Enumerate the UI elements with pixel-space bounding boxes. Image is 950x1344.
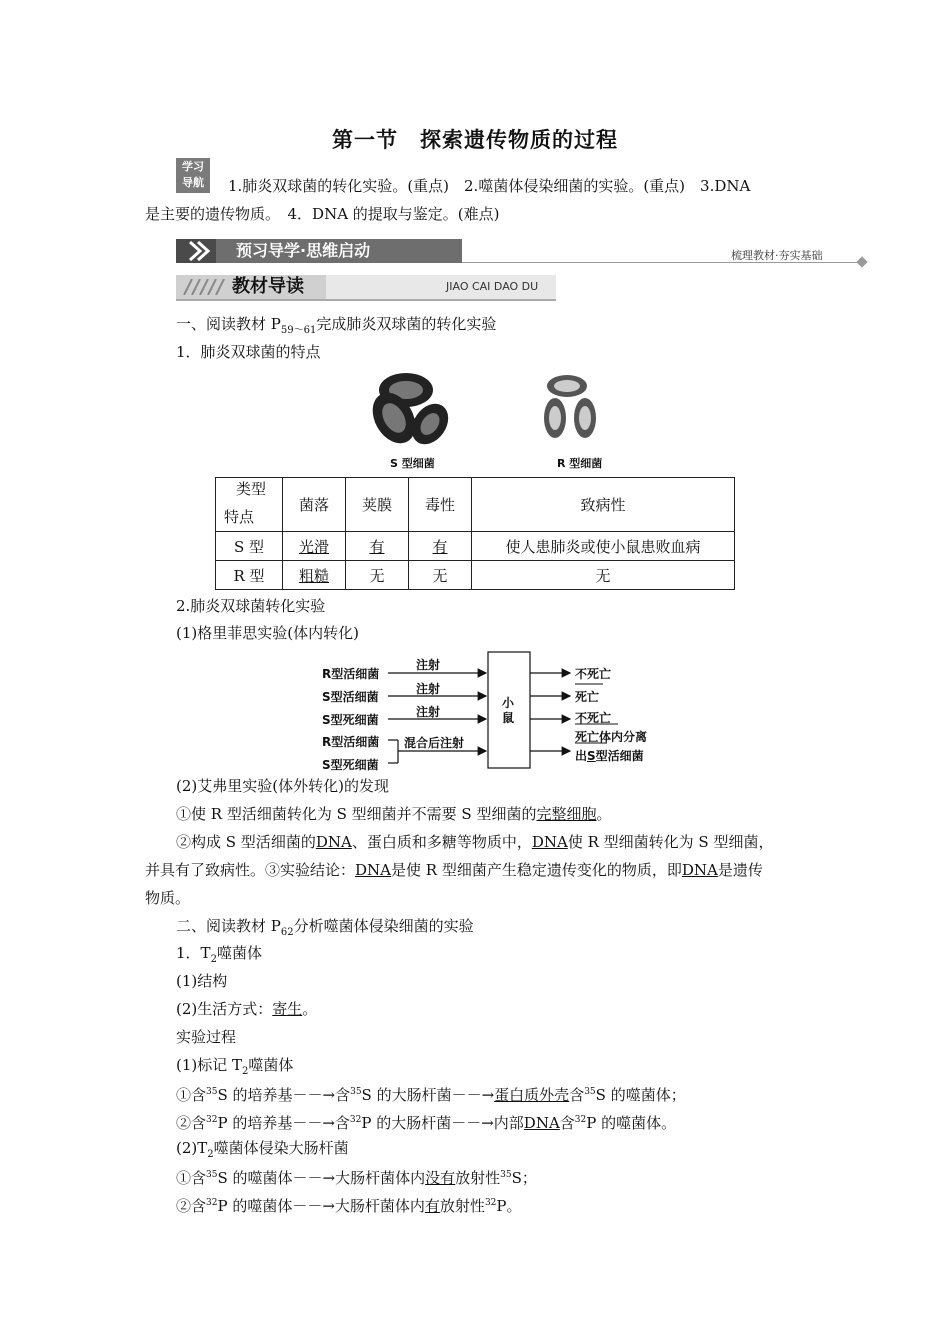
- table-header-diag: [216, 478, 283, 532]
- part3-process: 实验过程: [176, 1028, 237, 1046]
- guide-badge-line1: 学习: [182, 160, 204, 173]
- table-header-cell: 菌落: [283, 478, 346, 532]
- table-row: [216, 532, 735, 561]
- banner-subtitle: 梳理教材·夯实基础: [731, 249, 823, 262]
- diagram-input-2: S型活细菌: [322, 690, 379, 704]
- result-5: 出S型活细菌: [575, 749, 644, 763]
- guide-badge-line2: 导航: [182, 176, 204, 189]
- table-cell: 有: [346, 532, 409, 561]
- table-header-cell: 毒性: [409, 478, 472, 532]
- table-header-type: 类型: [236, 480, 267, 498]
- avery-point3: 并具有了致病性。③实验结论：DNA是使 R 型细菌产生稳定遗传变化的物质，即DNA是遗传: [145, 861, 763, 879]
- part3-infection: $(2)T_2$噬菌体侵染大肠杆菌: [176, 1139, 349, 1160]
- infection-step1: ①含$^{35}$S 的噬菌体－－→大肠杆菌体内没有放射性$^{35}$S；: [176, 1169, 537, 1187]
- table-cell: 无: [409, 561, 472, 590]
- label-step1: ①含$^{35}$S 的培养基－－→含$^{35}$S 的大肠杆菌－－→蛋白质外壳含$^{35}$S 的噬菌体；: [176, 1086, 686, 1104]
- bacteria-illustration: [370, 368, 630, 450]
- table-header-row: [216, 478, 735, 532]
- avery-point2: ②构成 S 型活细菌的DNA、蛋白质和多糖等物质中，DNA使 R 型细菌转化为 S 型细菌，: [176, 833, 774, 851]
- banner-chevron: [176, 239, 216, 263]
- s-type-caption: S 型细菌: [390, 457, 435, 470]
- table-cell: 光滑: [283, 532, 346, 561]
- s-type-bacteria-image: [370, 373, 456, 450]
- mix-inject-label: 混合后注射: [404, 736, 465, 750]
- slash-icon: [180, 279, 228, 295]
- part2-exp2: (2)艾弗里实验(体外转化)的发现: [176, 777, 389, 795]
- mouse-label-2: 鼠: [502, 711, 515, 725]
- mouse-label-1: 小: [502, 696, 515, 710]
- guide-badge: [176, 158, 210, 193]
- part1-item1: 1．肺炎双球菌的特点: [176, 343, 321, 361]
- table-cell: 无: [472, 561, 735, 590]
- double-chevron-icon: [176, 239, 216, 263]
- table-row: [216, 561, 735, 590]
- table-cell: 无: [346, 561, 409, 590]
- inject-label-3: 注射: [416, 705, 441, 719]
- section-underline: [176, 299, 556, 301]
- table-header-cell: 致病性: [472, 478, 735, 532]
- guide-line2: 是主要的遗传物质。 4．DNA 的提取与鉴定。(难点): [145, 205, 500, 223]
- avery-point4: 物质。: [145, 889, 191, 907]
- r-type-caption: R 型细菌: [557, 457, 603, 470]
- diagram-input-3: S型死细菌: [322, 713, 379, 727]
- label-step2: ②含$^{32}$P 的培养基－－→含$^{32}$P 的大肠杆菌－－→内部DNA含$^{32}$P 的噬菌体。: [176, 1114, 677, 1132]
- part2-exp1: (1)格里菲思实验(体内转化): [176, 624, 359, 642]
- avery-point1: ①使 R 型活细菌转化为 S 型细菌并不需要 S 型细菌的完整细胞。: [176, 805, 612, 823]
- part2-item2: 2.肺炎双球菌转化实验: [176, 597, 326, 615]
- section-title: 教材导读: [232, 276, 304, 297]
- table-cell: R 型: [216, 561, 283, 590]
- part3-life: (2)生活方式：寄生。: [176, 1000, 318, 1018]
- r-type-bacteria-image: [544, 375, 596, 438]
- part3-label: (1)标记 $T_2$噬菌体: [176, 1056, 294, 1077]
- diagram-input-5: S型死细菌: [322, 758, 379, 772]
- result-4: 死亡体内分离: [575, 730, 648, 744]
- diagram-input-1: R型活细菌: [322, 667, 380, 681]
- griffith-diagram: [300, 650, 700, 772]
- inject-label-1: 注射: [416, 658, 441, 672]
- result-3: 不死亡: [575, 711, 612, 725]
- bacteria-table: [215, 477, 735, 590]
- table-cell: 使人患肺炎或使小鼠患败血病: [472, 532, 735, 561]
- part3-heading: 二、阅读教材 $P_{62}$分析噬菌体侵染细菌的实验: [176, 917, 474, 938]
- table-header-cell: 荚膜: [346, 478, 409, 532]
- inject-label-2: 注射: [416, 682, 441, 696]
- part3-t2: 1．$T_2$噬菌体: [176, 944, 262, 965]
- table-header-feature: 特点: [224, 508, 255, 526]
- table-cell: 有: [409, 532, 472, 561]
- part3-structure: (1)结构: [176, 972, 228, 990]
- guide-line1: 1.肺炎双球菌的转化实验。(重点) 2.噬菌体侵染细菌的实验。(重点) 3.DNA: [228, 177, 751, 195]
- infection-step2: ②含$^{32}$P 的噬菌体－－→大肠杆菌体内有放射性$^{32}$P。: [176, 1197, 522, 1215]
- part1-heading: 一、阅读教材 $P_{59\sim 61}$完成肺炎双球菌的转化实验: [176, 315, 497, 336]
- diamond-icon: [856, 256, 867, 267]
- banner-title: 预习导学·思维启动: [236, 241, 371, 260]
- diagram-input-4: R型活细菌: [322, 735, 380, 749]
- section-subtitle-en: JIAO CAI DAO DU: [446, 280, 539, 293]
- table-cell: S 型: [216, 532, 283, 561]
- result-2: 死亡: [575, 690, 600, 704]
- table-cell: 粗糙: [283, 561, 346, 590]
- result-1: 不死亡: [575, 667, 612, 681]
- page-title: 第一节 探索遗传物质的过程: [332, 127, 618, 152]
